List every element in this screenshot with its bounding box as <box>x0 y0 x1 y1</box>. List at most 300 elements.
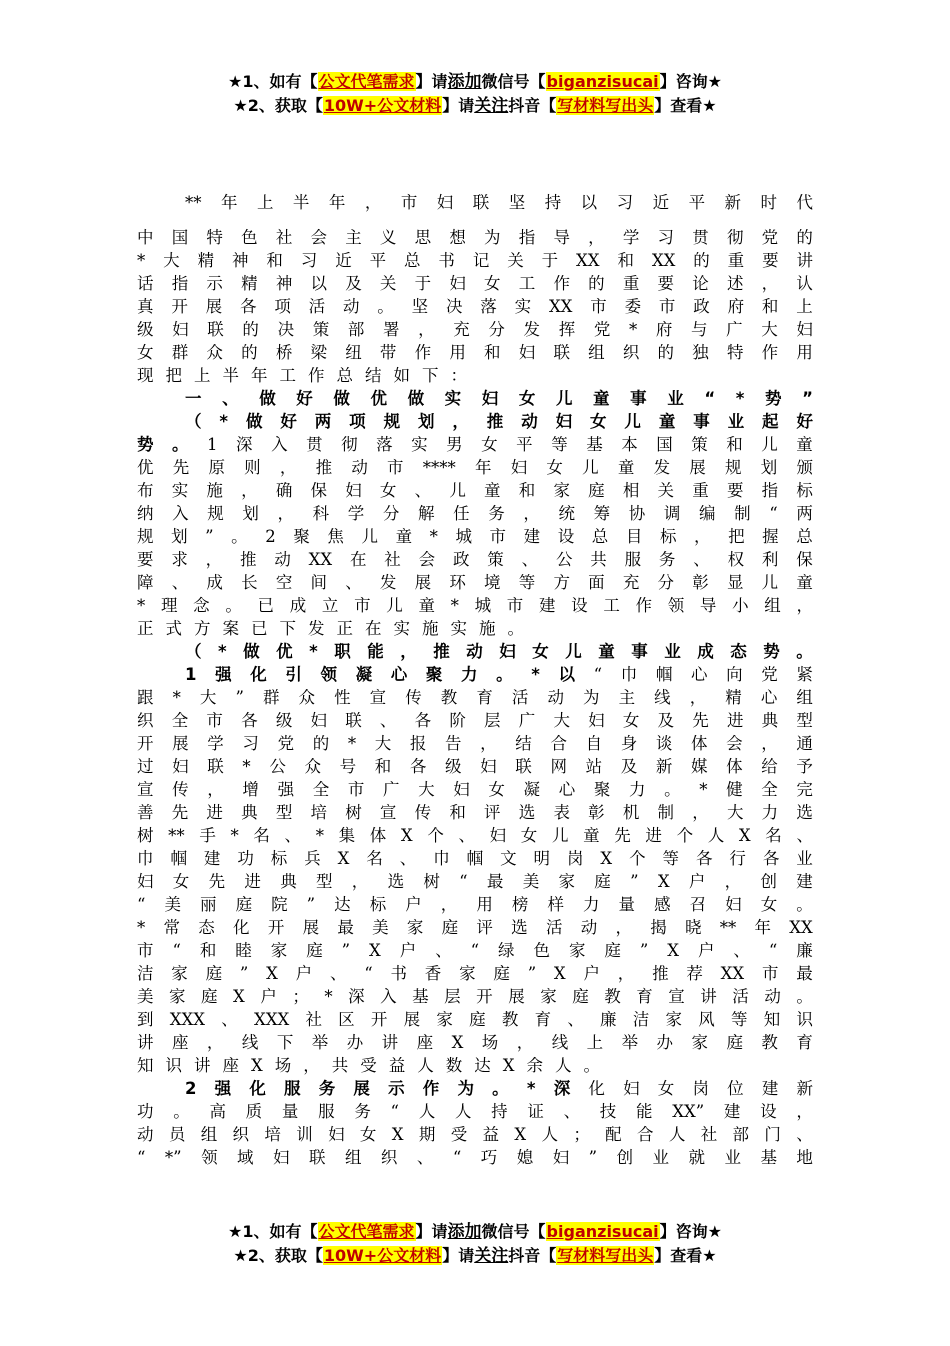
body-word: * <box>531 665 540 684</box>
body-word: 于 <box>414 274 432 293</box>
body-word: X <box>369 941 381 960</box>
body-word: 妇 <box>489 826 507 845</box>
body-word: 决 <box>445 297 463 316</box>
body-word: 市 <box>506 596 524 615</box>
body-word: * <box>172 688 181 707</box>
banner-text: 】请 <box>415 72 448 91</box>
body-word: 香 <box>424 964 442 983</box>
body-word: ” <box>802 389 813 408</box>
body-word: 做 <box>333 389 350 408</box>
body-word: 、 <box>171 573 189 592</box>
body-word: 组 <box>200 1125 218 1144</box>
body-word: 育 <box>796 1033 813 1052</box>
body-word: 业 <box>667 389 684 408</box>
body-word: 要 <box>657 274 675 293</box>
banner-underline: 关注 <box>474 1246 509 1266</box>
body-word: 座 <box>222 1056 239 1075</box>
body-word: 、 <box>567 1010 584 1029</box>
body-word: 实 <box>514 297 532 316</box>
body-word: XX <box>576 251 600 270</box>
body-word: 最 <box>486 872 504 891</box>
body-word: 一 <box>185 389 202 408</box>
body-word: 则 <box>244 458 261 477</box>
body-word: 、 <box>414 481 432 500</box>
body-word: 编 <box>699 504 716 523</box>
body-word: 及 <box>657 711 675 730</box>
body-word: 贯 <box>692 228 709 247</box>
body-word: 凝 <box>523 780 541 799</box>
body-word: 、 <box>329 964 347 983</box>
body-word: 书 <box>390 964 407 983</box>
body-word: 国 <box>171 228 189 247</box>
body-line <box>137 1031 813 1054</box>
body-word: 技 <box>599 1102 617 1121</box>
body-word: 上 <box>194 366 211 385</box>
banner-highlight: 公文代笔需求 <box>318 1222 415 1241</box>
body-word: 带 <box>379 343 397 362</box>
body-word: 典 <box>241 803 258 822</box>
body-word: 好 <box>296 389 313 408</box>
body-word: 政 <box>693 297 710 316</box>
body-word: 妇 <box>499 642 516 661</box>
body-word: 儿 <box>565 642 582 661</box>
body-word: ， <box>351 872 369 891</box>
body-word: 原 <box>208 458 225 477</box>
body-word: 讲 <box>137 1033 154 1052</box>
body-word: ， <box>516 1033 534 1052</box>
body-word: 与 <box>691 320 708 339</box>
body-word: 彻 <box>726 228 744 247</box>
body-word: X <box>251 1056 263 1075</box>
body-word: 把 <box>165 366 182 385</box>
body-word: 跟 <box>137 688 154 707</box>
body-word: 座 <box>171 1033 189 1052</box>
body-word: 动 <box>351 458 368 477</box>
body-word: X <box>451 1033 464 1052</box>
body-word: 儿 <box>386 596 403 615</box>
body-word: “ <box>390 1102 399 1121</box>
body-word: 强 <box>277 780 295 799</box>
body-word: 工 <box>518 274 536 293</box>
body-word: 强 <box>215 665 232 684</box>
body-word: 会 <box>310 228 328 247</box>
body-word: 合 <box>550 734 567 753</box>
body-word: 最 <box>796 964 813 983</box>
body-word: 、 <box>379 711 397 730</box>
body-word: 引 <box>285 665 302 684</box>
body-word: 政 <box>452 550 470 569</box>
body-word: 化 <box>249 1079 266 1098</box>
body-word: 起 <box>762 412 779 431</box>
banner-text: ★2、获取【 <box>233 96 323 115</box>
body-word: 教 <box>604 987 621 1006</box>
body-word: 年 <box>251 366 268 385</box>
body-line <box>137 962 813 985</box>
body-word: 作 <box>553 274 570 293</box>
body-word: 传 <box>414 803 432 822</box>
body-word: 心 <box>558 780 576 799</box>
body-word: 市 <box>387 458 404 477</box>
body-word: ： <box>450 366 467 385</box>
body-word: 群 <box>262 688 280 707</box>
body-word: 大 <box>199 688 217 707</box>
body-word: 美 <box>137 987 154 1006</box>
body-word: 持 <box>544 193 562 212</box>
body-word: 选 <box>796 803 813 822</box>
body-word: 导 <box>699 596 717 615</box>
body-word: 女 <box>359 1125 377 1144</box>
body-word: 挥 <box>558 320 576 339</box>
body-word: 作 <box>635 596 652 615</box>
body-word: 上 <box>256 193 274 212</box>
body-word: 儿 <box>582 458 599 477</box>
body-word: ， <box>207 780 224 799</box>
body-word: 下 <box>276 1033 294 1052</box>
body-word: 解 <box>418 504 435 523</box>
body-word: 署 <box>382 320 400 339</box>
body-line <box>137 640 813 663</box>
body-word: 精 <box>197 251 215 270</box>
body-word: 完 <box>796 780 813 799</box>
body-word: 户 <box>399 941 417 960</box>
body-word: 入 <box>271 435 288 454</box>
body-word: ， <box>692 803 709 822</box>
body-word: 童 <box>796 573 813 592</box>
body-word: 划 <box>242 504 259 523</box>
body-word: 入 <box>172 504 189 523</box>
body-word: 总 <box>404 251 421 270</box>
body-word: 化 <box>588 1079 605 1098</box>
body-word: 近 <box>335 251 352 270</box>
body-word: 户 <box>260 987 277 1006</box>
body-word: 坚 <box>508 193 526 212</box>
body-word: 学 <box>622 228 640 247</box>
body-word: 式 <box>165 619 182 638</box>
body-word: 宣 <box>379 803 397 822</box>
body-word: 庭 <box>205 964 223 983</box>
body-word: 门 <box>764 1125 781 1144</box>
body-word: 强 <box>214 1079 232 1098</box>
body-word: 、 <box>733 941 750 960</box>
body-word: 为 <box>484 228 501 247</box>
body-word: 开 <box>137 734 154 753</box>
body-word: 家 <box>270 941 288 960</box>
body-word: 展 <box>508 987 525 1006</box>
body-word: 指 <box>171 274 189 293</box>
body-word: 、 <box>796 1125 813 1144</box>
body-word: 结 <box>365 366 382 385</box>
body-word: 受 <box>360 1056 377 1075</box>
body-word: 家 <box>665 1010 683 1029</box>
body-word: 规 <box>725 458 742 477</box>
body-word: 级 <box>445 757 462 776</box>
body-word: 义 <box>379 228 397 247</box>
banner-text: 】请 <box>415 1222 448 1241</box>
body-word: 典 <box>280 872 297 891</box>
body-word: 予 <box>796 757 813 776</box>
body-word: 教 <box>440 688 458 707</box>
body-word: 个 <box>427 826 444 845</box>
body-word: 深 <box>236 435 253 454</box>
body-word: 特 <box>726 343 744 362</box>
body-word: 城 <box>455 527 472 546</box>
body-word: 配 <box>605 1125 622 1144</box>
body-line <box>137 617 813 640</box>
body-word: 聚 <box>293 527 310 546</box>
body-word: 彻 <box>341 435 358 454</box>
body-line <box>137 1100 813 1123</box>
body-word: 活 <box>545 918 563 937</box>
body-word: 和 <box>449 803 466 822</box>
body-word: 大 <box>163 251 180 270</box>
body-word: 要 <box>762 251 779 270</box>
body-word: 儿 <box>361 527 378 546</box>
body-word: 举 <box>311 1033 329 1052</box>
body-word: 地 <box>796 1148 813 1167</box>
body-word: 书 <box>438 251 455 270</box>
body-word: 个 <box>629 849 646 868</box>
body-word: 做 <box>259 389 276 408</box>
body-line <box>137 870 813 893</box>
body-word: 达 <box>334 895 351 914</box>
body-word: 。 <box>377 297 394 316</box>
body-word: 兵 <box>304 849 321 868</box>
body-word: 精 <box>241 274 258 293</box>
body-word: 动 <box>342 297 360 316</box>
body-word: 充 <box>622 573 640 592</box>
body-word: 好 <box>280 412 297 431</box>
body-word: 办 <box>346 1033 364 1052</box>
body-line <box>137 939 813 962</box>
body-word: 、 <box>221 1010 238 1029</box>
body-word: 线 <box>551 1033 569 1052</box>
body-word: * <box>347 734 357 753</box>
body-word: 女 <box>590 412 607 431</box>
body-word: 妇 <box>172 320 189 339</box>
body-word: 廉 <box>600 1010 617 1029</box>
body-word: 织 <box>137 711 154 730</box>
body-word: 线 <box>241 1033 259 1052</box>
body-line <box>137 226 813 249</box>
body-word: ， <box>480 734 497 753</box>
banner-highlight: biganzisucai <box>546 1222 659 1241</box>
body-word: 正 <box>336 619 353 638</box>
body-word: “ <box>470 941 480 960</box>
body-word: 妇 <box>796 320 813 339</box>
body-word: 1 <box>185 665 197 684</box>
banner-line-2 <box>0 94 950 118</box>
body-word: ， <box>588 228 605 247</box>
body-word: 协 <box>628 504 646 523</box>
body-word: 质 <box>245 1102 263 1121</box>
body-word: * <box>137 596 146 615</box>
body-word: 女 <box>657 1079 675 1098</box>
body-word: 结 <box>515 734 532 753</box>
body-word: 晓 <box>685 918 702 937</box>
body-word: 领 <box>667 596 685 615</box>
body-word: 想 <box>449 228 466 247</box>
body-word: 人 <box>418 1102 436 1121</box>
body-word: 规 <box>207 504 224 523</box>
body-word: 增 <box>242 780 259 799</box>
body-word: 先 <box>614 826 631 845</box>
body-word: 巧 <box>480 1148 498 1167</box>
banner-underline: 关注 <box>474 96 509 116</box>
body-word: 站 <box>585 757 603 776</box>
body-word: 。 <box>664 780 681 799</box>
body-word: ， <box>796 1102 813 1121</box>
body-word: 党 <box>761 228 779 247</box>
body-word: 职 <box>334 642 351 661</box>
body-word: * <box>429 527 438 546</box>
body-word: 开 <box>267 918 285 937</box>
body-word: 各 <box>409 757 427 776</box>
banner-text: ★1、如有【 <box>228 72 318 91</box>
body-word: 育 <box>476 688 493 707</box>
banner-highlight: 10W+公文材料 <box>323 1246 442 1265</box>
body-word: 广 <box>382 780 400 799</box>
body-word: 部 <box>732 1125 750 1144</box>
body-word: 向 <box>726 665 743 684</box>
body-word: ” <box>527 964 537 983</box>
body-word: 纽 <box>345 343 362 362</box>
body-word: ” <box>205 527 214 546</box>
body-word: 庭 <box>306 941 323 960</box>
body-word: 府 <box>655 320 673 339</box>
body-word: 洁 <box>632 1010 650 1029</box>
body-word: 主 <box>618 688 636 707</box>
body-word: 名 <box>765 826 782 845</box>
body-word: * <box>218 642 227 661</box>
body-line <box>137 214 813 226</box>
body-word: 员 <box>168 1125 186 1144</box>
body-word: 报 <box>409 734 427 753</box>
body-word: 进 <box>645 826 662 845</box>
body-word: 儿 <box>449 481 466 500</box>
body-word: 数 <box>445 1056 463 1075</box>
body-word: 年 <box>474 458 492 477</box>
body-word: 培 <box>310 803 328 822</box>
body-word: 。 <box>173 1102 190 1121</box>
body-word: 标 <box>796 481 813 500</box>
body-word: 线 <box>654 688 671 707</box>
body-word: 力 <box>582 895 600 914</box>
body-word: 决 <box>277 320 295 339</box>
body-word: 化 <box>250 665 267 684</box>
body-word: 标 <box>270 849 288 868</box>
body-word: 传 <box>405 688 422 707</box>
body-word: ， <box>364 193 382 212</box>
body-word: 女 <box>481 435 498 454</box>
body-word: 项 <box>349 412 366 431</box>
body-word: 训 <box>296 1125 313 1144</box>
body-word: 心 <box>390 665 408 684</box>
body-word: 两 <box>314 412 332 431</box>
body-word: ， <box>277 504 294 523</box>
body-line <box>137 249 813 272</box>
body-word: 以 <box>558 665 575 684</box>
body-word: 为 <box>457 1079 474 1098</box>
body-word: 妇 <box>328 1125 345 1144</box>
body-word: 妇 <box>449 274 466 293</box>
body-word: 规 <box>383 412 401 431</box>
body-word: 小 <box>732 596 749 615</box>
body-word: 明 <box>533 849 550 868</box>
body-word: 先 <box>171 803 189 822</box>
body-word: X <box>502 1056 515 1075</box>
body-word: 办 <box>656 1033 674 1052</box>
body-word: 识 <box>796 1010 813 1029</box>
body-line <box>137 191 813 214</box>
body-word: 益 <box>388 1056 406 1075</box>
body-word: 帼 <box>655 665 673 684</box>
body-word: 名 <box>366 849 383 868</box>
body-word: 的 <box>657 343 675 362</box>
body-word: 健 <box>726 780 743 799</box>
body-word: “ <box>137 1148 146 1167</box>
body-word: 境 <box>484 573 501 592</box>
body-word: 和 <box>484 343 501 362</box>
body-word: 展 <box>353 1079 370 1098</box>
body-word: 达 <box>474 1056 491 1075</box>
body-line <box>137 1008 813 1031</box>
body-word: 最 <box>337 918 354 937</box>
body-word: “ <box>704 389 716 408</box>
body-word: 机 <box>622 803 640 822</box>
body-word: 人 <box>668 1125 686 1144</box>
banner-text: 】咨询★ <box>659 72 722 91</box>
body-word: 2 <box>185 1079 197 1098</box>
body-word: 童 <box>484 481 501 500</box>
body-word: 施 <box>479 619 496 638</box>
body-word: 力 <box>628 780 646 799</box>
body-word: 动 <box>137 1125 154 1144</box>
body-word: 标 <box>659 527 677 546</box>
body-word: 业 <box>664 642 681 661</box>
body-word: 联 <box>207 757 224 776</box>
body-line <box>137 1077 813 1100</box>
body-word: 女 <box>520 826 538 845</box>
body-word: 标 <box>369 895 387 914</box>
body-word: 庭 <box>726 1033 743 1052</box>
body-word: 展 <box>205 297 223 316</box>
body-word: “ <box>769 504 778 523</box>
body-word: 、 <box>693 550 710 569</box>
body-word: 等 <box>662 849 679 868</box>
body-word: 成 <box>697 642 714 661</box>
banner-highlight: 公文代笔需求 <box>318 72 415 91</box>
body-word: 选 <box>387 872 405 891</box>
promo-banner-bottom <box>0 1220 950 1268</box>
body-line <box>137 847 813 870</box>
body-word: 童 <box>418 596 435 615</box>
banner-underline: 添加 <box>447 72 482 92</box>
body-word: 建 <box>723 1102 741 1121</box>
body-word: * <box>230 826 239 845</box>
body-word: 妇 <box>725 895 742 914</box>
body-word: 。 <box>172 435 189 454</box>
body-word: 各 <box>762 849 780 868</box>
body-word: 建 <box>203 849 221 868</box>
body-word: 纳 <box>137 504 154 523</box>
body-word: 就 <box>688 1148 705 1167</box>
body-word: 已 <box>251 619 268 638</box>
body-word: 妇 <box>273 1148 290 1167</box>
body-word: 社 <box>700 1125 718 1144</box>
body-word: 家 <box>171 964 188 983</box>
body-word: 人 <box>555 1056 572 1075</box>
body-word: 彰 <box>692 573 709 592</box>
